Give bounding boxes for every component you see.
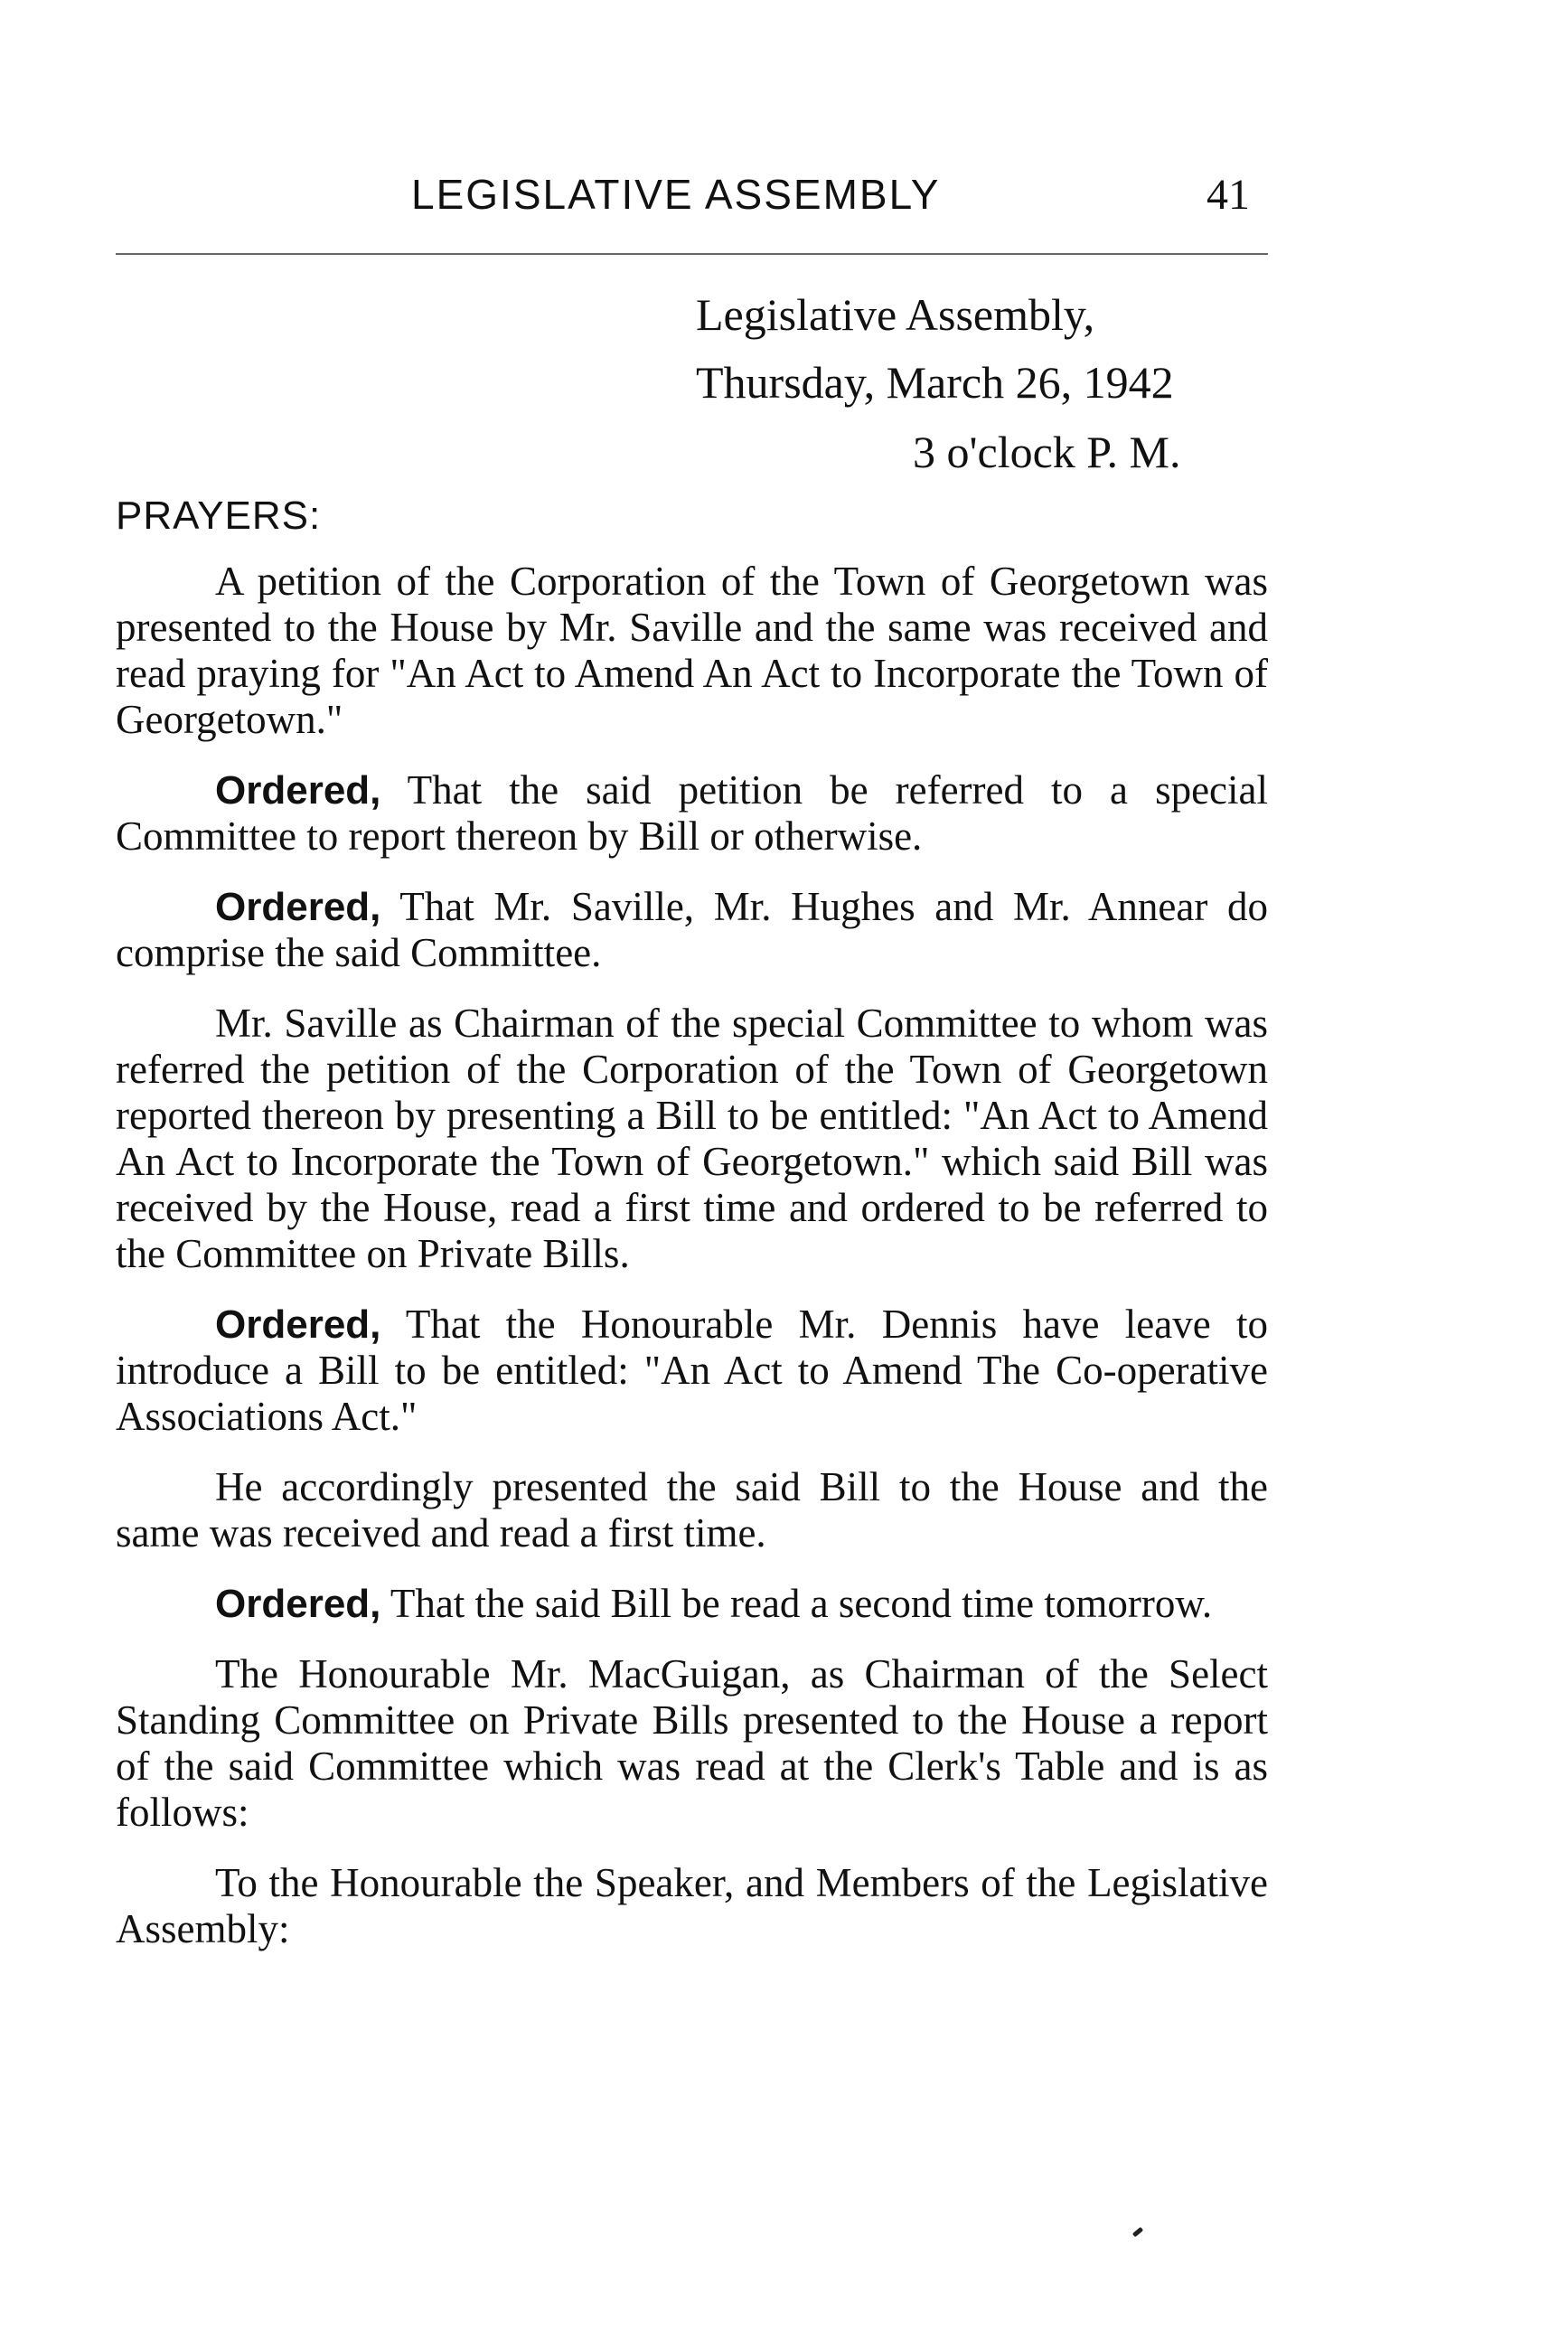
paragraph-petition: A petition of the Corporation of the Town of Georgetown was presented to the House by Mr. Saville and the same was received and read praying for "An Act to Amend An Act to Incorporate the Town of Georgetown." bbox=[116, 559, 1268, 742]
header-rule bbox=[116, 253, 1268, 255]
paragraph-order-leave: Ordered, That the Honourable Mr. Dennis have leave to introduce a Bill to be entitled: "An Act to Amend The Co-operative Associations Act." bbox=[116, 1302, 1268, 1439]
print-speck bbox=[1132, 2227, 1143, 2238]
dateline-time: 3 o'clock P. M. bbox=[913, 427, 1181, 477]
paragraph-private-bills-report: The Honourable Mr. MacGuigan, as Chairman of the Select Standing Committee on Private Bills presented to the House a report of the said Committee which was read at the Clerk's Table and is as follows: bbox=[116, 1651, 1268, 1835]
dateline-date: Thursday, March 26, 1942 bbox=[696, 357, 1174, 408]
paragraph-first-reading: He accordingly presented the said Bill to the House and the same was received and read a first time. bbox=[116, 1464, 1268, 1556]
report-address: To the Honourable the Speaker, and Members of the Legislative Assembly: bbox=[116, 1860, 1268, 1951]
minutes-body bbox=[116, 559, 1268, 1952]
page-number: 41 bbox=[1207, 171, 1250, 219]
paragraph-committee-report: Mr. Saville as Chairman of the special Committee to whom was referred the petition of the Corporation of the Town of Georgetown reported thereon by presenting a Bill to be entitled: "An Act to Amend An Act to Incorporate the Town of Georgetown." which said Bill was received by the House, read a first time and ordered to be referred to the Committee on Private Bills. bbox=[116, 1001, 1268, 1276]
running-header-title: LEGISLATIVE ASSEMBLY bbox=[411, 171, 941, 218]
paragraph-order-refer: Ordered, That the said petition be referred to a special Committee to report thereon by Bill or otherwise. bbox=[116, 767, 1268, 859]
paragraph-order-second-reading: Ordered, That the said Bill be read a second time tomorrow. bbox=[215, 1581, 1213, 1626]
section-heading-prayers: PRAYERS: bbox=[116, 494, 322, 538]
paragraph-order-committee: Ordered, That Mr. Saville, Mr. Hughes and Mr. Annear do comprise the said Committee. bbox=[116, 884, 1268, 975]
dateline-assembly: Legislative Assembly, bbox=[696, 289, 1095, 340]
